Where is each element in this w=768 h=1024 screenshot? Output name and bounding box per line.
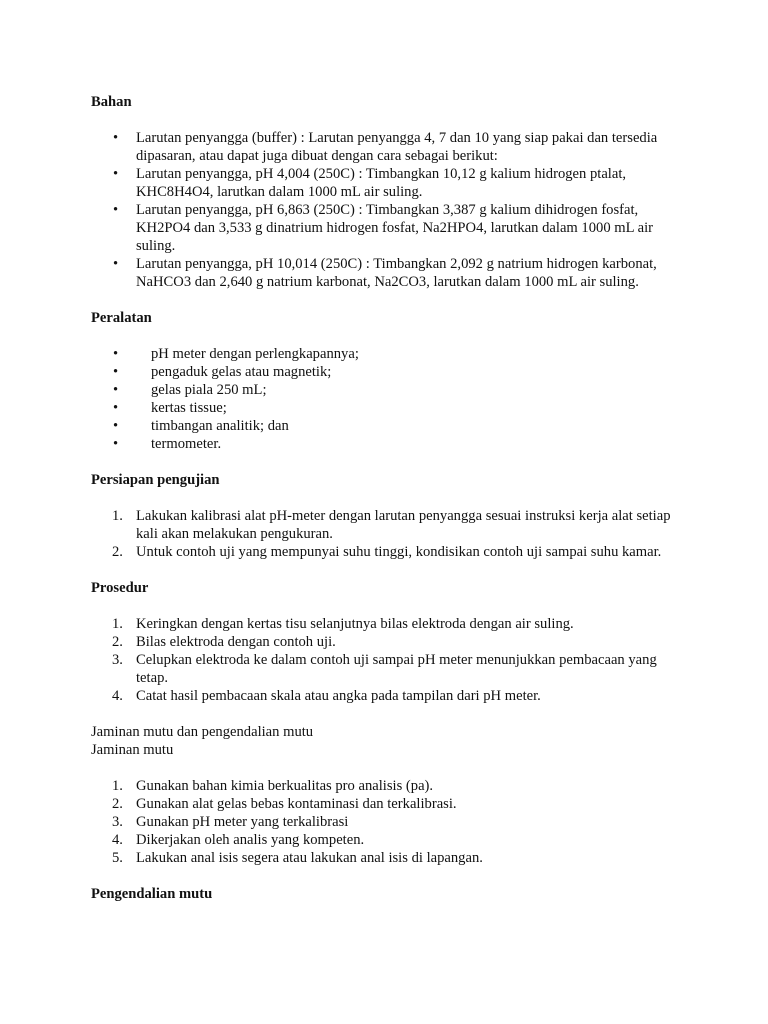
list-number: 1. bbox=[112, 616, 123, 632]
list-item: • pengaduk gelas atau magnetik; bbox=[91, 363, 681, 381]
list-item bbox=[91, 651, 681, 687]
jaminan-title: Jaminan mutu dan pengendalian mutu bbox=[91, 724, 314, 740]
list-item: • pH meter dengan perlengkapannya; bbox=[91, 345, 681, 363]
heading-pengendalian: Pengendalian mutu bbox=[91, 886, 213, 902]
list-text: Lakukan kalibrasi alat pH-meter dengan larutan penyangga sesuai instruksi kerja alat setiap kali akan melakukan pengukuran. bbox=[136, 508, 671, 542]
list-text: Dikerjakan oleh analis yang kompeten. bbox=[136, 832, 365, 848]
list-number: 1. bbox=[112, 508, 123, 524]
list-item: • Larutan penyangga, pH 6,863 (250C) : Timbangkan 3,387 g kalium dihidrogen fosfat, KH2PO4 dan 3,533 g dinatrium hidrogen fosfat, Na2HPO4, larutkan dalam 1000 mL air suling. bbox=[91, 201, 681, 255]
prosedur-list bbox=[91, 615, 681, 705]
list-item bbox=[91, 831, 681, 849]
list-number: 4. bbox=[112, 832, 123, 848]
list-text: Celupkan elektroda ke dalam contoh uji sampai pH meter menunjukkan pembacaan yang tetap. bbox=[136, 652, 657, 686]
list-item: • gelas piala 250 mL; bbox=[91, 381, 681, 399]
list-number: 2. bbox=[112, 796, 123, 812]
list-item bbox=[91, 687, 681, 705]
list-item bbox=[91, 633, 681, 651]
list-item bbox=[91, 849, 681, 867]
list-item bbox=[91, 795, 681, 813]
list-number: 2. bbox=[112, 634, 123, 650]
list-text: Keringkan dengan kertas tisu selanjutnya bilas elektroda dengan air suling. bbox=[136, 616, 574, 632]
list-item bbox=[91, 777, 681, 795]
list-number: 5. bbox=[112, 850, 123, 866]
list-item bbox=[91, 507, 681, 543]
persiapan-list bbox=[91, 507, 681, 561]
list-item bbox=[91, 543, 681, 561]
list-text: Gunakan alat gelas bebas kontaminasi dan terkalibrasi. bbox=[136, 796, 457, 812]
list-item: • termometer. bbox=[91, 435, 681, 453]
list-number: 2. bbox=[112, 544, 123, 560]
jaminan-subtitle: Jaminan mutu bbox=[91, 742, 174, 758]
list-item bbox=[91, 615, 681, 633]
list-number: 1. bbox=[112, 778, 123, 794]
jaminan-list bbox=[91, 777, 681, 867]
list-item: • kertas tissue; bbox=[91, 399, 681, 417]
list-number: 3. bbox=[112, 652, 123, 668]
list-item: • Larutan penyangga (buffer) : Larutan penyangga 4, 7 dan 10 yang siap pakai dan tersedia dipasaran, atau dapat juga dibuat dengan cara sebagai berikut: bbox=[91, 129, 681, 165]
heading-persiapan: Persiapan pengujian bbox=[91, 472, 220, 488]
list-item: • timbangan analitik; dan bbox=[91, 417, 681, 435]
peralatan-list bbox=[91, 345, 681, 453]
list-text: Untuk contoh uji yang mempunyai suhu tinggi, kondisikan contoh uji sampai suhu kamar. bbox=[136, 544, 662, 560]
list-text: Catat hasil pembacaan skala atau angka pada tampilan dari pH meter. bbox=[136, 688, 541, 704]
heading-prosedur: Prosedur bbox=[91, 580, 149, 596]
list-number: 3. bbox=[112, 814, 123, 830]
list-text: Bilas elektroda dengan contoh uji. bbox=[136, 634, 336, 650]
bahan-list bbox=[91, 129, 681, 291]
heading-peralatan: Peralatan bbox=[91, 310, 152, 326]
list-text: Gunakan pH meter yang terkalibrasi bbox=[136, 814, 349, 830]
list-item: • Larutan penyangga, pH 10,014 (250C) : Timbangkan 2,092 g natrium hidrogen karbonat, NaHCO3 dan 2,640 g natrium karbonat, Na2CO3, larutkan dalam 1000 mL air suling. bbox=[91, 255, 681, 291]
list-item: • Larutan penyangga, pH 4,004 (250C) : Timbangkan 10,12 g kalium hidrogen ptalat, KHC8H4O4, larutkan dalam 1000 mL air suling. bbox=[91, 165, 681, 201]
list-number: 4. bbox=[112, 688, 123, 704]
list-item bbox=[91, 813, 681, 831]
list-text: Gunakan bahan kimia berkualitas pro analisis (pa). bbox=[136, 778, 434, 794]
document-body bbox=[91, 93, 681, 903]
list-text: Lakukan anal isis segera atau lakukan anal isis di lapangan. bbox=[136, 850, 483, 866]
heading-bahan: Bahan bbox=[91, 94, 132, 110]
